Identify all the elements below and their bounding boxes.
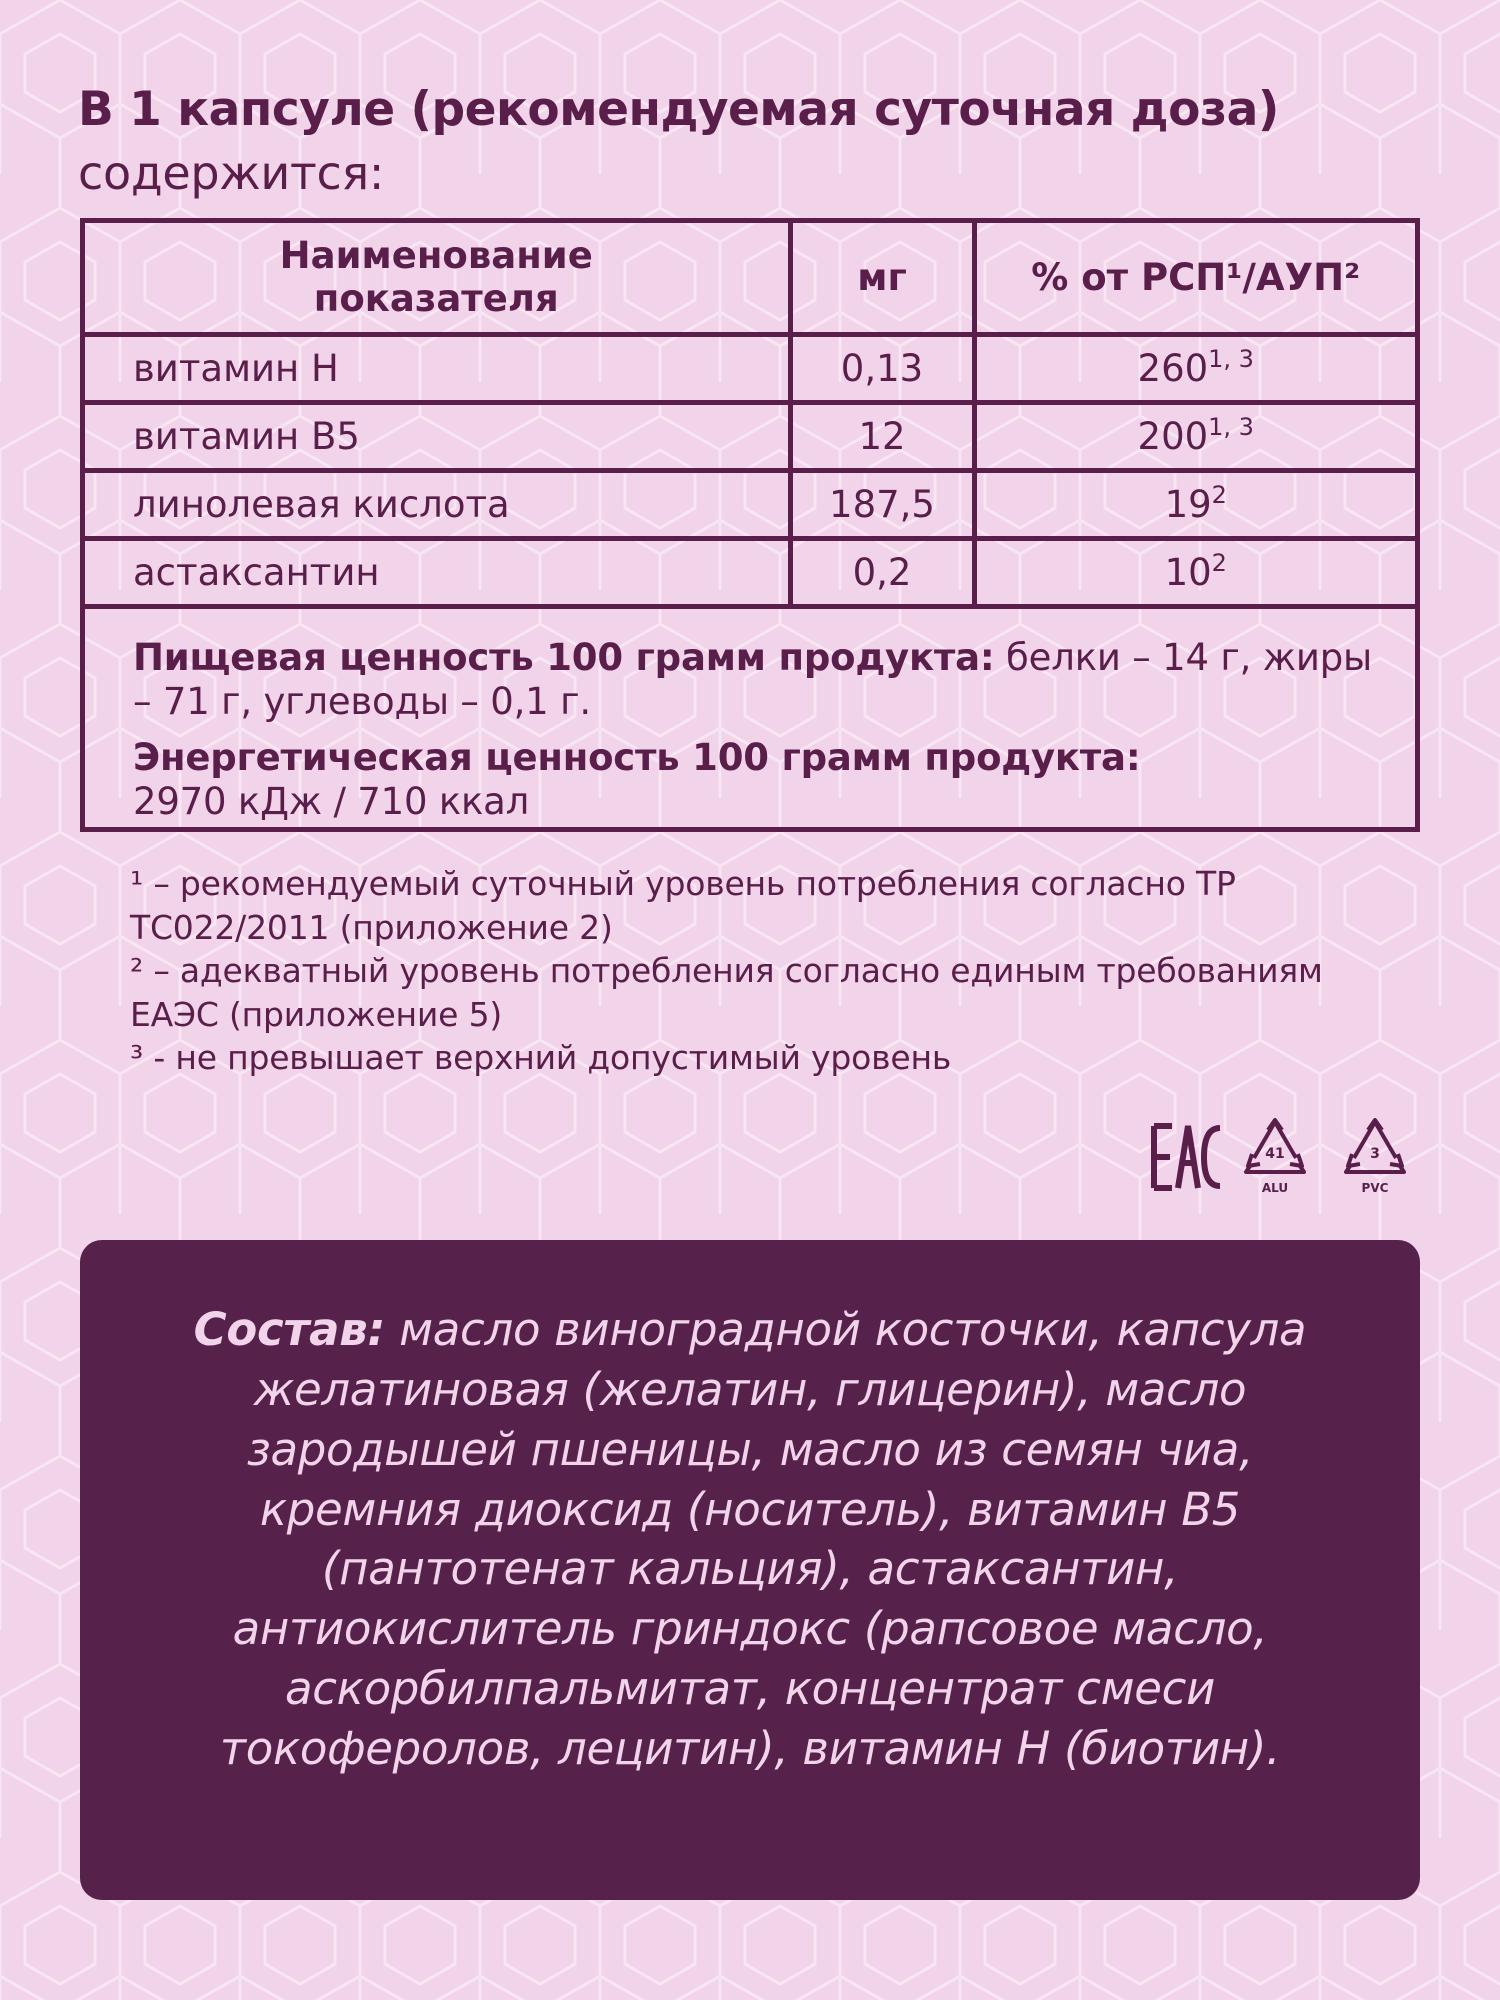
nutritional-value-label: Пищевая ценность 100 грамм продукта: — [133, 636, 995, 679]
nutrition-info — [85, 616, 1415, 825]
row-mg: 0,13 — [790, 334, 974, 402]
footnote-1: ¹ – рекомендуемый суточный уровень потребления согласно ТР ТС022/2011 (приложение 2) — [130, 864, 1236, 947]
row-percent — [974, 470, 1415, 538]
row-mg: 0,2 — [790, 538, 974, 606]
recycle-pvc-label: PVC — [1361, 1181, 1389, 1195]
page-subtitle: содержится: — [78, 146, 385, 200]
recycle-alu-number: 41 — [1265, 1146, 1285, 1162]
table-row — [85, 334, 1415, 402]
table-row — [85, 538, 1415, 606]
table-row — [85, 470, 1415, 538]
header-name — [85, 223, 790, 334]
row-name: витамин B5 — [85, 402, 790, 470]
header-mg: мг — [790, 223, 974, 334]
table-header-row — [85, 223, 1415, 334]
energy-value-label: Энергетическая ценность 100 грамм продукта: — [133, 735, 1141, 779]
footnote-3: ³ - не превышает верхний допустимый уровень — [130, 1038, 952, 1078]
percent-footnote-ref: 1, 3 — [1208, 412, 1254, 441]
percent-value: 10 — [1164, 550, 1212, 594]
footnote-2: ² – адекватный уровень потребления согласно единым требованиям ЕАЭС (приложение 5) — [130, 951, 1323, 1034]
recycle-pvc-number: 3 — [1370, 1146, 1380, 1162]
percent-value: 200 — [1137, 414, 1209, 458]
row-mg: 12 — [790, 402, 974, 470]
row-percent — [974, 538, 1415, 606]
row-name: астаксантин — [85, 538, 790, 606]
eac-icon — [1154, 1126, 1220, 1188]
row-mg: 187,5 — [790, 470, 974, 538]
percent-value: 260 — [1137, 346, 1209, 390]
row-percent — [974, 402, 1415, 470]
row-percent — [974, 334, 1415, 402]
row-name: линолевая кислота — [85, 470, 790, 538]
percent-footnote-ref: 2 — [1211, 480, 1227, 509]
certification-marks — [1150, 1118, 1420, 1200]
percent-value: 19 — [1164, 482, 1212, 526]
recycle-icon — [1246, 1120, 1304, 1195]
recycle-icon — [1346, 1120, 1404, 1195]
nutrient-table — [80, 218, 1420, 832]
composition-text: масло виноградной косточки, капсула желатиновая (желатин, глицерин), масло зародышей пшеницы, масло из семян чиа, кремния диоксид (носитель), витамин В5 (пантотенат кальция), астаксантин, антиокислитель гриндокс (рапсовое масло, аскорбилпальмитат, концентрат смеси токоферолов, лецитин), витамин Н (биотин). — [219, 1303, 1307, 1775]
energy-value-text: 2970 кДж / 710 ккал — [133, 780, 530, 824]
composition-label: Состав: — [193, 1303, 386, 1356]
composition-panel — [80, 1240, 1420, 1900]
page-title: В 1 капсуле (рекомендуемая суточная доза) — [78, 82, 1279, 137]
header-percent: % от РСП¹/АУП² — [974, 223, 1415, 334]
row-name: витамин H — [85, 334, 790, 402]
header-name-label: Наименование показателя — [279, 233, 593, 321]
nutritional-value-text: белки – 14 г, жиры – 71 г, углеводы – 0,1 г. — [133, 636, 1372, 724]
recycle-alu-label: ALU — [1261, 1181, 1289, 1195]
energy-value — [133, 736, 1385, 825]
table-row — [85, 402, 1415, 470]
percent-footnote-ref: 1, 3 — [1208, 344, 1254, 373]
footnotes — [130, 862, 1390, 1080]
percent-footnote-ref: 2 — [1211, 548, 1227, 577]
nutritional-value — [133, 636, 1385, 725]
